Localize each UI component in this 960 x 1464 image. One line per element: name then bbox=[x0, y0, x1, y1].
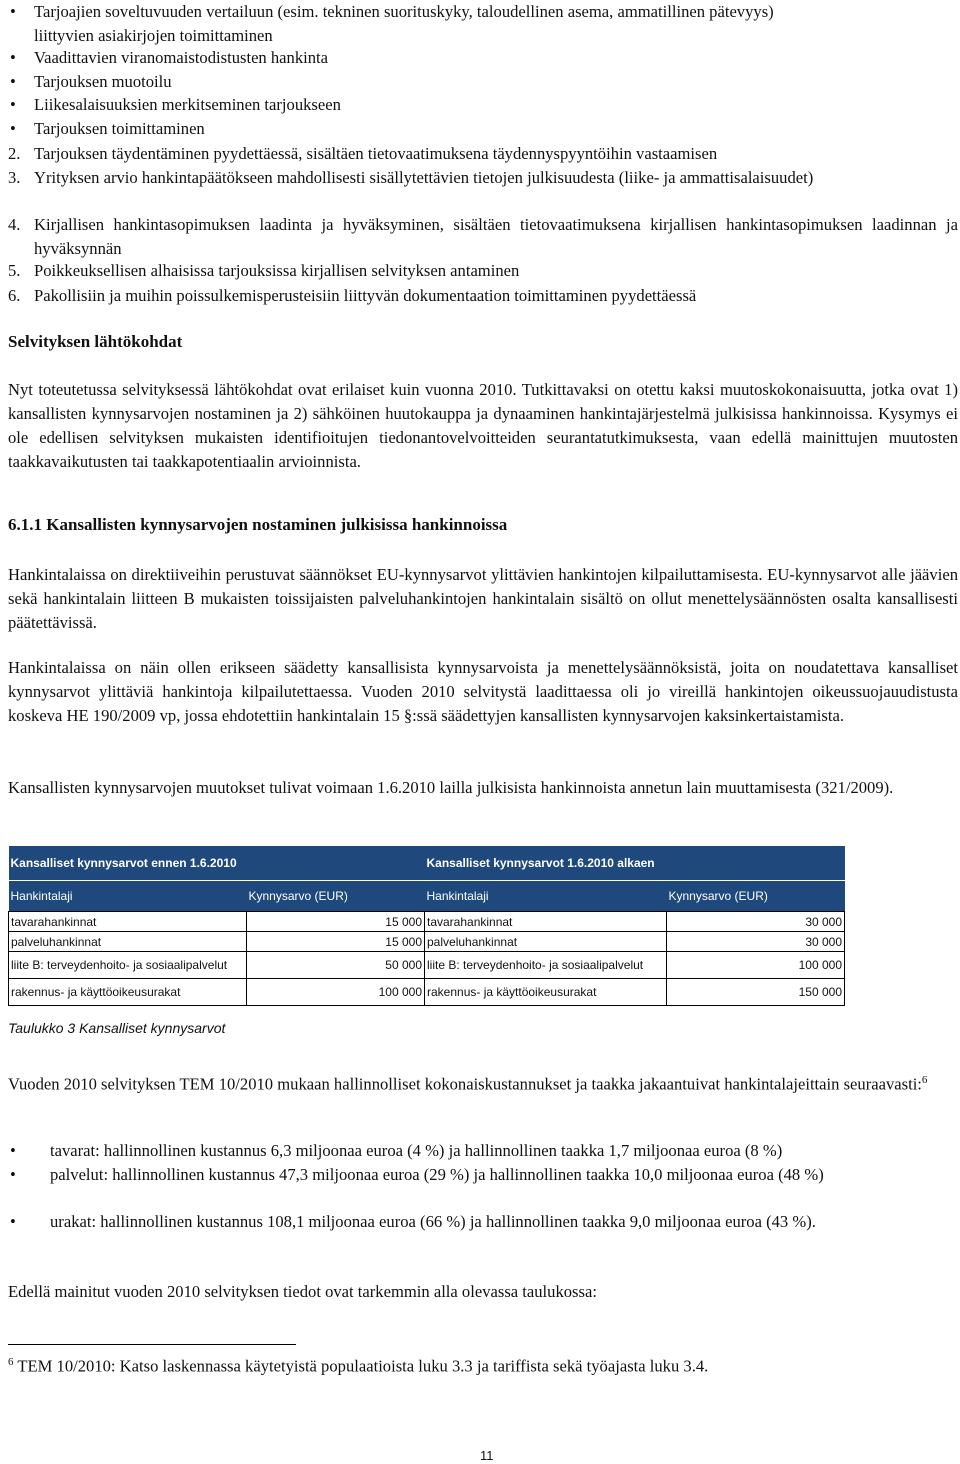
bullet-dot-icon: • bbox=[10, 119, 16, 138]
paragraph-starting-points: Nyt toteutetussa selvityksessä lähtökohdat ovat erilaiset kuin vuonna 2010. Tutkittavaksi on otettu kaksi muutoskokonaisuutta, jotka ovat 1) kansallisten kynnysarvojen nostaminen ja 2) sähköinen huutokauppa ja dynaaminen hankintajärjestelmä julkisissa hankinnoissa. Kysymys ei ole edellisen selvityksen mukaisten identifioitujen tiedonantovelvoitteiden seurantatutkimuksesta, vaan edellä mainittujen muutosten taakkavaikutusten tai taakkapotentiaalin arvioinnista. bbox=[8, 380, 958, 471]
subsection-heading: 6.1.1 Kansallisten kynnysarvojen nostaminen julkisissa hankinnoissa bbox=[8, 515, 508, 534]
paragraph-directives: Hankintalaissa on direktiiveihin perustuvat säännökset EU-kynnysarvot ylittävien hankintojen kilpailuttamisesta. EU-kynnysarvot alle jäävien sekä hankintalain liitteen B mukaisten toissijaisten palveluhankintojen hankintalain sisältö on ollut menettelysäännösten osalta kansallisesti päätettävissä. bbox=[8, 565, 958, 632]
bullet-item: • tavarat: hallinnollinen kustannus 6,3 miljoonaa euroa (4 %) ja hallinnollinen taakka 1,7 miljoonaa euroa (8 %) bbox=[8, 1139, 958, 1163]
table-row bbox=[9, 912, 845, 932]
table-caption: Taulukko 3 Kansalliset kynnysarvot bbox=[8, 1020, 226, 1036]
bullet-dot-icon: • bbox=[10, 48, 16, 67]
numbered-item: 5. Poikkeuksellisen alhaisissa tarjouksissa kirjallisen selvityksen antaminen bbox=[8, 261, 520, 280]
table-cell: tavarahankinnat bbox=[425, 912, 667, 932]
bullet-dot-icon: • bbox=[10, 95, 16, 114]
table-cell: 15 000 bbox=[247, 932, 425, 952]
paragraph-table-reference: Edellä mainitut vuoden 2010 selvityksen tiedot ovat tarkemmin alla olevassa taulukossa: bbox=[8, 1282, 597, 1301]
numbered-item: 6. Pakollisiin ja muihin poissulkemisperusteisiin liittyvän dokumentaation toimittaminen pyydettäessä bbox=[8, 286, 697, 305]
footnote: $^6$ TEM 10/2010: Katso laskennassa käytetyistä populaatioista luku 3.3 ja tariffista sekä työajasta luku 3.4. bbox=[8, 1356, 709, 1376]
column-header: Hankintalaji bbox=[425, 881, 667, 912]
bullet-dot-icon: • bbox=[10, 1165, 16, 1184]
table-row bbox=[9, 979, 845, 1006]
numbered-item: 3. Yrityksen arvio hankintapäätökseen mahdollisesti sisällytettävien tietojen julkisuudesta (liike- ja ammattisalaisuudet) bbox=[8, 168, 814, 187]
paragraph-cost-intro: Vuoden 2010 selvityksen TEM 10/2010 mukaan hallinnolliset kokonaiskustannukset ja taakka jakaantuivat hankintalajeittain seuraavasti:$^6$ bbox=[8, 1074, 928, 1094]
table-title-before: Kansalliset kynnysarvot ennen 1.6.2010 bbox=[9, 846, 425, 881]
table-cell: tavarahankinnat bbox=[9, 912, 247, 932]
bullet-item: • palvelut: hallinnollinen kustannus 47,3 miljoonaa euroa (29 %) ja hallinnollinen taakka 10,0 miljoonaa euroa (48 %) bbox=[8, 1163, 958, 1187]
threshold-table bbox=[8, 846, 845, 1006]
table-cell: 100 000 bbox=[667, 952, 845, 979]
table-cell: palveluhankinnat bbox=[425, 932, 667, 952]
table-cell: 15 000 bbox=[247, 912, 425, 932]
bullet-dot-icon: • bbox=[10, 1212, 16, 1231]
table-cell: liite B: terveydenhoito- ja sosiaalipalvelut bbox=[425, 952, 667, 979]
table-cell: liite B: terveydenhoito- ja sosiaalipalvelut bbox=[9, 952, 247, 979]
bullet-dot-icon: • bbox=[10, 2, 16, 21]
bullet-item: • urakat: hallinnollinen kustannus 108,1 miljoonaa euroa (66 %) ja hallinnollinen taakka 9,0 miljoonaa euroa (43 %). bbox=[8, 1210, 958, 1234]
numbered-item: 4. Kirjallisen hankintasopimuksen laadinta ja hyväksyminen, sisältäen tietovaatimuksena kirjallisen hankintasopimuksen laadinnan ja hyväksynnän bbox=[8, 215, 958, 258]
footnote-separator bbox=[8, 1344, 296, 1345]
table-cell: 100 000 bbox=[247, 979, 425, 1006]
numbered-item: 2. Tarjouksen täydentäminen pyydettäessä, sisältäen tietovaatimuksena täydennyspyyntöihin vastaamisen bbox=[8, 144, 718, 163]
table-row bbox=[9, 952, 845, 979]
table-cell: 50 000 bbox=[247, 952, 425, 979]
table-cell: rakennus- ja käyttöoikeusurakat bbox=[9, 979, 247, 1006]
paragraph-amendment: Kansallisten kynnysarvojen muutokset tulivat voimaan 1.6.2010 lailla julkisista hankinnoista annetun lain muuttamisesta (321/2009). bbox=[8, 778, 894, 797]
column-header: Kynnysarvo (EUR) bbox=[247, 881, 425, 912]
footnote-reference: 6 bbox=[921, 1074, 928, 1086]
table-cell: palveluhankinnat bbox=[9, 932, 247, 952]
paragraph-national-thresholds: Hankintalaissa on näin ollen erikseen säädetty kansallisista kynnysarvoista ja menettelysäännöksistä, joita on noudatettava kansalliset kynnysarvot ylittäviä hankintoja kilpailutettaessa. Vuoden 2010 selvitystä laadittaessa oli jo vireillä hankintojen oikeussuojauudistusta koskeva HE 190/2009 vp, jossa ehdotettiin hankintalain 15 §:ssä säädettyjen kansallisten kynnysarvojen kaksinkertaistamista. bbox=[8, 658, 958, 725]
table-title-row bbox=[9, 846, 845, 881]
table-title-after: Kansalliset kynnysarvot 1.6.2010 alkaen bbox=[425, 846, 845, 881]
table-cell: 30 000 bbox=[667, 932, 845, 952]
table-header-row bbox=[9, 881, 845, 912]
table-cell: 30 000 bbox=[667, 912, 845, 932]
bullet-dot-icon: • bbox=[10, 1141, 16, 1160]
table-cell: rakennus- ja käyttöoikeusurakat bbox=[425, 979, 667, 1006]
table-cell: 150 000 bbox=[667, 979, 845, 1006]
section-heading: Selvityksen lähtökohdat bbox=[8, 332, 183, 351]
page-number: 11 bbox=[480, 1448, 494, 1463]
bullet-dot-icon: • bbox=[10, 72, 16, 91]
column-header: Hankintalaji bbox=[9, 881, 247, 912]
table-row bbox=[9, 932, 845, 952]
column-header: Kynnysarvo (EUR) bbox=[667, 881, 845, 912]
